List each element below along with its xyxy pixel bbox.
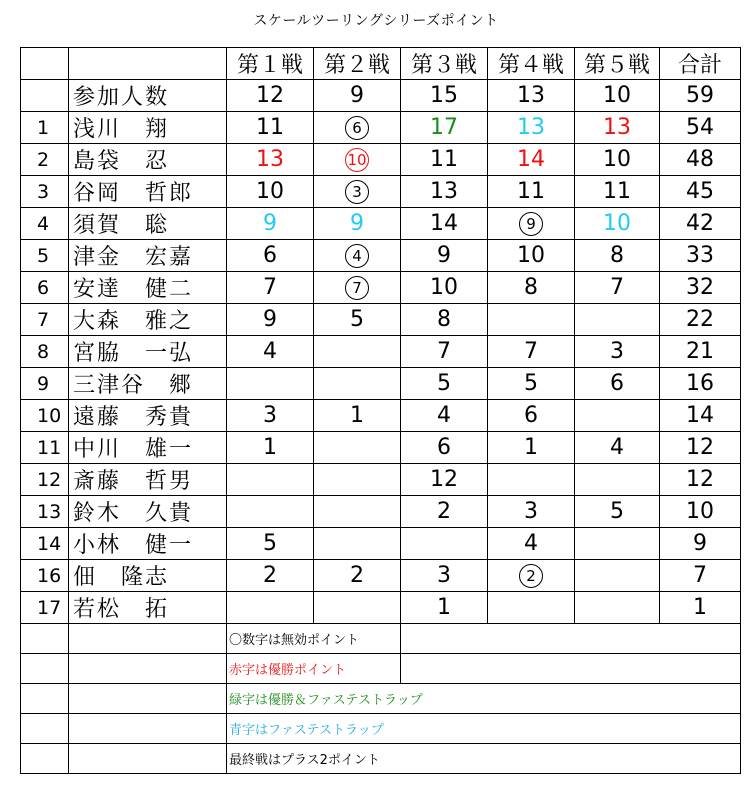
rank-number: 6: [21, 272, 69, 304]
points-cell: [575, 592, 660, 624]
points-cell: 8: [575, 240, 660, 272]
legend-row: [21, 654, 741, 684]
points-cell: 5: [314, 304, 401, 336]
table-row: [21, 560, 741, 592]
table-row: [21, 432, 741, 464]
legend-no-cell: [21, 714, 69, 744]
points-cell: 9: [227, 208, 314, 240]
total-cell: 21: [660, 336, 741, 368]
points-cell: [314, 464, 401, 496]
rider-name: 浅川 翔: [69, 112, 227, 144]
rider-name: 谷岡 哲郎: [69, 176, 227, 208]
total-cell: 22: [660, 304, 741, 336]
table-row: [21, 272, 741, 304]
points-cell: [314, 336, 401, 368]
participants-label: 参加人数: [69, 80, 227, 112]
participants-count: 15: [401, 80, 488, 112]
points-cell: 4: [488, 528, 575, 560]
rank-number: 16: [21, 560, 69, 592]
points-cell: [575, 528, 660, 560]
header-cell: 第２戦: [314, 48, 401, 80]
rider-name: 須賀 聡: [69, 208, 227, 240]
points-cell: [575, 400, 660, 432]
rider-name: 島袋 忍: [69, 144, 227, 176]
table-row: [21, 496, 741, 528]
total-cell: 33: [660, 240, 741, 272]
points-cell: 7: [227, 272, 314, 304]
rank-number: 4: [21, 208, 69, 240]
total-cell: 32: [660, 272, 741, 304]
points-cell: 12: [401, 464, 488, 496]
rank-number: 5: [21, 240, 69, 272]
legend-text: 〇数字は無効ポイント: [227, 624, 401, 654]
points-cell: 3: [575, 336, 660, 368]
header-cell: 第５戦: [575, 48, 660, 80]
points-cell: 1: [488, 432, 575, 464]
participants-count: 10: [575, 80, 660, 112]
total-cell: 10: [660, 496, 741, 528]
legend-name-cell: [69, 714, 227, 744]
table-row: [21, 144, 741, 176]
total-cell: 9: [660, 528, 741, 560]
points-cell: 14: [488, 144, 575, 176]
points-cell: [314, 272, 401, 304]
rank-number: 8: [21, 336, 69, 368]
header-cell: 第１戦: [227, 48, 314, 80]
points-cell: 2: [314, 560, 401, 592]
legend-text: 緑字は優勝＆ファステストラップ: [227, 684, 741, 714]
points-cell: 5: [575, 496, 660, 528]
participants-count: 13: [488, 80, 575, 112]
table-row: [21, 304, 741, 336]
points-cell: [314, 144, 401, 176]
points-cell: 17: [401, 112, 488, 144]
rider-name: 大森 雅之: [69, 304, 227, 336]
points-cell: 14: [401, 208, 488, 240]
header-cell: 第３戦: [401, 48, 488, 80]
points-cell: [401, 528, 488, 560]
points-cell: [227, 496, 314, 528]
points-cell: [227, 464, 314, 496]
points-cell: 11: [227, 112, 314, 144]
rider-name: 小林 健一: [69, 528, 227, 560]
points-cell: 13: [401, 176, 488, 208]
table-row: [21, 464, 741, 496]
points-cell: 2: [401, 496, 488, 528]
points-cell: 7: [488, 336, 575, 368]
rider-name: 津金 宏嘉: [69, 240, 227, 272]
rank-number: 10: [21, 400, 69, 432]
table-row: [21, 176, 741, 208]
table-row: [21, 336, 741, 368]
total-cell: 48: [660, 144, 741, 176]
rank-number: 17: [21, 592, 69, 624]
points-cell: 10: [575, 144, 660, 176]
header-no-cell: [21, 48, 69, 80]
points-cell: 10: [575, 208, 660, 240]
rank-number: 3: [21, 176, 69, 208]
invalid-points-circle: 6: [345, 116, 369, 140]
total-cell: 45: [660, 176, 741, 208]
invalid-points-circle: 10: [345, 148, 369, 172]
rider-name: 三津谷 郷: [69, 368, 227, 400]
invalid-points-circle: 3: [345, 180, 369, 204]
rider-name: 若松 拓: [69, 592, 227, 624]
invalid-points-circle: 9: [519, 212, 543, 236]
points-cell: 8: [401, 304, 488, 336]
rank-number: 2: [21, 144, 69, 176]
points-cell: [227, 368, 314, 400]
total-cell: 16: [660, 368, 741, 400]
rank-number: 7: [21, 304, 69, 336]
total-cell: 42: [660, 208, 741, 240]
legend-row: [21, 624, 741, 654]
points-cell: 11: [575, 176, 660, 208]
legend-text: 最終戦はプラス2ポイント: [227, 744, 741, 774]
points-cell: 4: [401, 400, 488, 432]
points-cell: [314, 592, 401, 624]
table-row: [21, 240, 741, 272]
points-cell: [314, 528, 401, 560]
points-cell: 3: [401, 560, 488, 592]
header-name-cell: [69, 48, 227, 80]
points-cell: 13: [488, 112, 575, 144]
legend-name-cell: [69, 624, 227, 654]
page-title: スケールツーリングシリーズポイント: [253, 13, 499, 29]
invalid-points-circle: 7: [345, 276, 369, 300]
rider-name: 斎藤 哲男: [69, 464, 227, 496]
rider-name: 安達 健二: [69, 272, 227, 304]
legend-name-cell: [69, 744, 227, 774]
points-cell: [314, 496, 401, 528]
points-cell: [575, 464, 660, 496]
rank-number: 12: [21, 464, 69, 496]
points-cell: 13: [575, 112, 660, 144]
legend-empty-cell: [401, 624, 741, 654]
points-cell: 6: [227, 240, 314, 272]
participants-count: 12: [227, 80, 314, 112]
points-cell: 5: [488, 368, 575, 400]
legend-name-cell: [69, 654, 227, 684]
points-cell: 1: [314, 400, 401, 432]
participants-count: 9: [314, 80, 401, 112]
table-row: [21, 400, 741, 432]
points-cell: 1: [227, 432, 314, 464]
legend-empty-cell: [401, 654, 741, 684]
rank-number: 14: [21, 528, 69, 560]
legend-no-cell: [21, 684, 69, 714]
points-cell: 10: [488, 240, 575, 272]
legend-row: [21, 744, 741, 774]
points-cell: 11: [401, 144, 488, 176]
points-cell: 7: [575, 272, 660, 304]
invalid-points-circle: 4: [345, 244, 369, 268]
points-cell: [314, 112, 401, 144]
points-cell: [314, 368, 401, 400]
participants-count: 59: [660, 80, 741, 112]
points-cell: 3: [227, 400, 314, 432]
points-cell: 3: [488, 496, 575, 528]
table-row: [21, 208, 741, 240]
points-cell: 10: [227, 176, 314, 208]
points-cell: [314, 432, 401, 464]
table-row: [21, 112, 741, 144]
legend-row: [21, 684, 741, 714]
points-cell: [488, 208, 575, 240]
table-row: [21, 528, 741, 560]
rider-name: 鈴木 久貴: [69, 496, 227, 528]
rider-name: 佃 隆志: [69, 560, 227, 592]
header-cell: 合計: [660, 48, 741, 80]
points-cell: 9: [401, 240, 488, 272]
total-cell: 7: [660, 560, 741, 592]
points-cell: 13: [227, 144, 314, 176]
legend-no-cell: [21, 744, 69, 774]
participants-no-cell: [21, 80, 69, 112]
total-cell: 54: [660, 112, 741, 144]
points-cell: 1: [401, 592, 488, 624]
total-cell: 1: [660, 592, 741, 624]
rank-number: 1: [21, 112, 69, 144]
points-cell: [488, 304, 575, 336]
total-cell: 12: [660, 464, 741, 496]
points-table: [20, 47, 741, 774]
legend-row: [21, 714, 741, 744]
points-cell: [575, 304, 660, 336]
total-cell: 14: [660, 400, 741, 432]
points-cell: 9: [227, 304, 314, 336]
points-cell: 11: [488, 176, 575, 208]
points-cell: 10: [401, 272, 488, 304]
points-cell: 5: [401, 368, 488, 400]
table-row: [21, 592, 741, 624]
points-cell: 4: [575, 432, 660, 464]
points-cell: 6: [575, 368, 660, 400]
rider-name: 宮脇 一弘: [69, 336, 227, 368]
legend-no-cell: [21, 654, 69, 684]
header-row: [21, 48, 741, 80]
rank-number: 11: [21, 432, 69, 464]
header-cell: 第４戦: [488, 48, 575, 80]
invalid-points-circle: 2: [519, 564, 543, 588]
legend-no-cell: [21, 624, 69, 654]
rider-name: 中川 雄一: [69, 432, 227, 464]
total-cell: 12: [660, 432, 741, 464]
points-cell: [314, 176, 401, 208]
legend-text: 赤字は優勝ポイント: [227, 654, 401, 684]
points-cell: [314, 240, 401, 272]
rider-name: 遠藤 秀貴: [69, 400, 227, 432]
table-row: [21, 368, 741, 400]
points-cell: 8: [488, 272, 575, 304]
points-cell: 2: [227, 560, 314, 592]
participants-row: [21, 80, 741, 112]
points-cell: 9: [314, 208, 401, 240]
points-cell: 7: [401, 336, 488, 368]
points-cell: 6: [488, 400, 575, 432]
points-cell: [488, 560, 575, 592]
points-cell: 5: [227, 528, 314, 560]
points-cell: 6: [401, 432, 488, 464]
points-cell: [488, 464, 575, 496]
points-cell: [575, 560, 660, 592]
legend-name-cell: [69, 684, 227, 714]
legend-text: 青字はファステストラップ: [227, 714, 741, 744]
points-cell: [488, 592, 575, 624]
rank-number: 13: [21, 496, 69, 528]
points-cell: [227, 592, 314, 624]
rank-number: 9: [21, 368, 69, 400]
points-cell: 4: [227, 336, 314, 368]
